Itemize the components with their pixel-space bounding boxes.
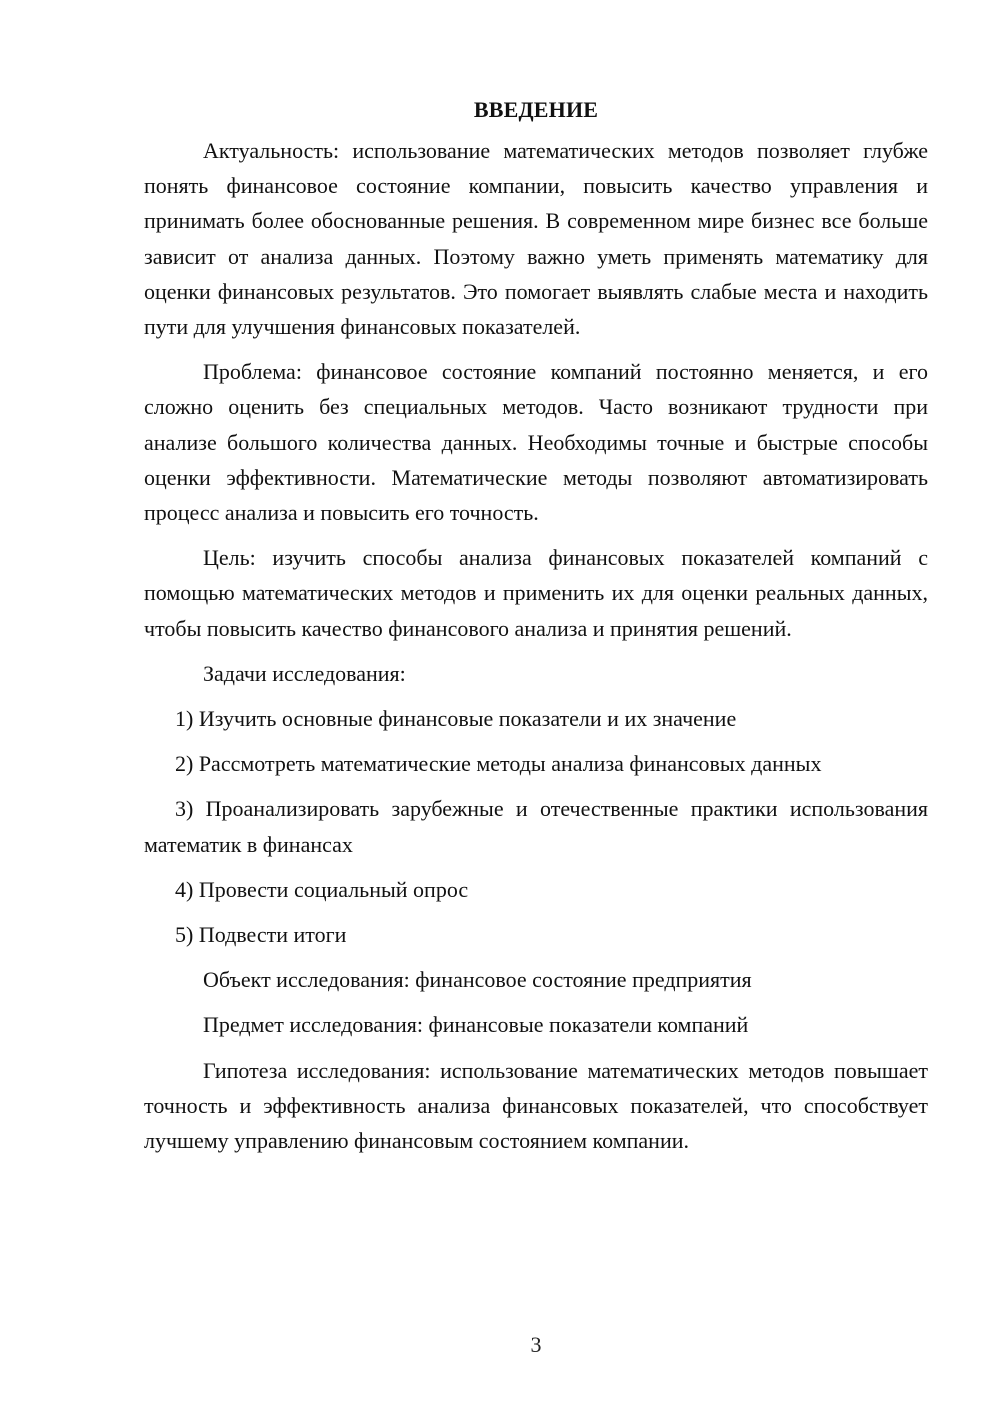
tasks-heading: Задачи исследования: [203,660,406,686]
task-item-4: 4) Провести социальный опрос [175,876,469,902]
task-item-2: 2) Рассмотреть математические методы анализа финансовых данных [175,751,822,777]
hypothesis-paragraph: Гипотеза исследования: использование математических методов повышает точность и эффективность анализа финансовых показателей, что способствует лучшему управлению финансовым состоянием компании. [144,1057,928,1154]
task-item-3: 3) Проанализировать зарубежные и отечественные практики использования математик в финансах [144,796,928,857]
relevance-paragraph: Актуальность: использование математических методов позволяет глубже понять финансовое состояние компании, повысить качество управления и принимать более обоснованные решения. В современном мире бизнес все больше зависит от анализа данных. Поэтому важно уметь применять математику для оценки финансовых результатов. Это помогает выявлять слабые места и находить пути для улучшения финансовых показателей. [144,138,928,340]
goal-paragraph: Цель: изучить способы анализа финансовых показателей компаний с помощью математических методов и применить их для оценки реальных данных, чтобы повысить качество финансового анализа и принятия решений. [144,545,928,641]
task-item-5: 5) Подвести итоги [175,922,347,948]
object-paragraph: Объект исследования: финансовое состояние предприятия [203,967,752,993]
document-page [144,92,928,1168]
page-number: 3 [530,1332,542,1357]
subject-paragraph: Предмет исследования: финансовые показатели компаний [203,1012,749,1038]
task-item-1: 1) Изучить основные финансовые показатели и их значение [175,706,737,732]
problem-paragraph: Проблема: финансовое состояние компаний постоянно меняется, и его сложно оценить без специальных методов. Часто возникают трудности при анализе большого количества данных. Необходимы точные и быстрые способы оценки эффективности. Математические методы позволяют автоматизировать процесс анализа и повысить его точность. [144,359,928,526]
section-title: ВВЕДЕНИЕ [473,97,599,122]
